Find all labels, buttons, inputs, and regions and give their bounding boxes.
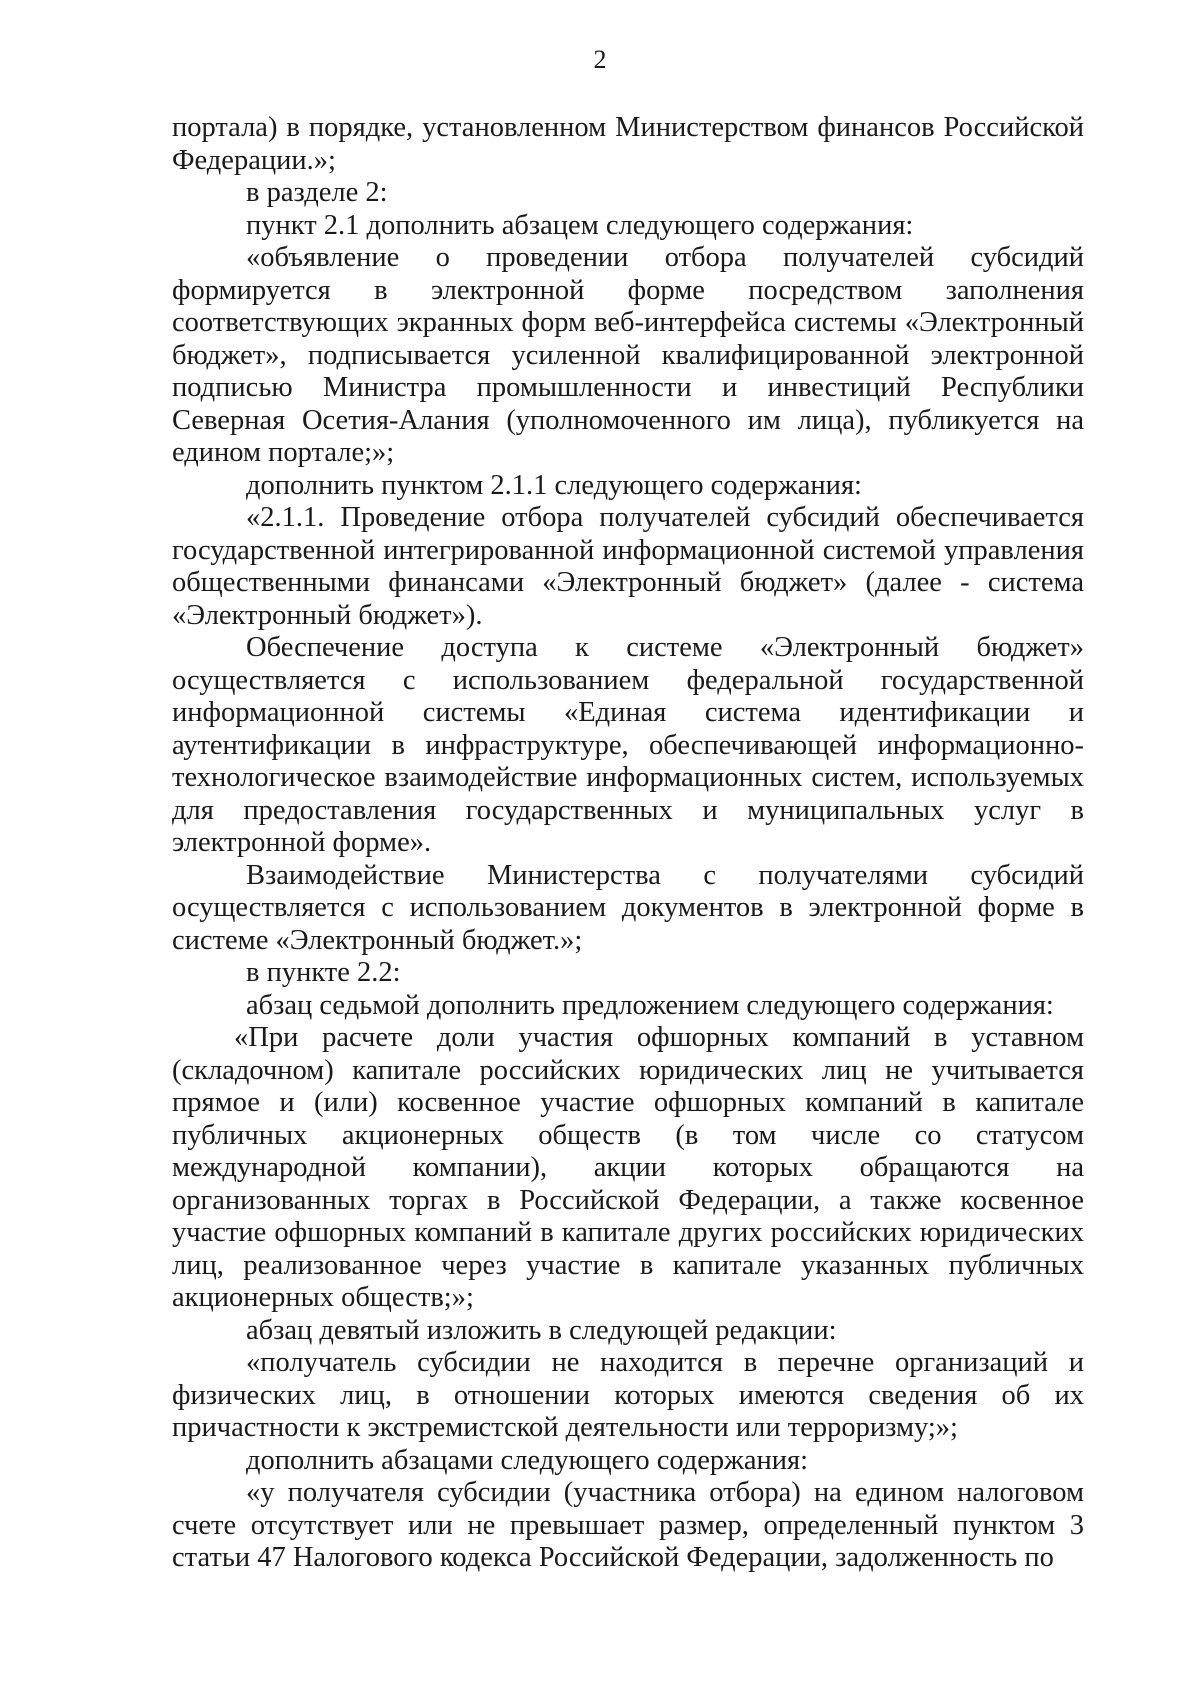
paragraph-seventh-intro: абзац седьмой дополнить предложением следующего содержания: (246, 989, 1054, 1021)
paragraph-access: Обеспечение доступа к системе «Электронный бюджет» осуществляется с использованием федеральной государственной информационной системы «Единая система идентификации и аутентификации в инфраструктуре, обеспечивающей информационно-технологическое взаимодействие информационных систем, используемых для предоставления государственных и муниципальных услуг в электронной форме». (172, 632, 1084, 858)
paragraph-add-intro: дополнить абзацами следующего содержания: (246, 1444, 809, 1476)
document-body (172, 112, 1084, 1575)
paragraph-item-2-2: в пункте 2.2: (246, 957, 401, 988)
paragraph-interaction: Взаимодействие Министерства с получателями субсидий осуществляется с использованием документов в электронной форме в системе «Электронный бюджет.»; (172, 859, 1084, 956)
page-number: 2 (593, 45, 607, 74)
paragraph-announcement: «объявление о проведении отбора получателей субсидий формируется в электронной форме посредством заполнения соответствующих экранных форм веб-интерфейса системы «Электронный бюджет», подписывается усиленной квалифицированной электронной подписью Министра промышленности и инвестиций Республики Северная Осетия-Алания (уполномоченного им лица), публикуется на едином портале;»; (172, 242, 1084, 468)
paragraph-item-2-1-1: «2.1.1. Проведение отбора получателей субсидий обеспечивается государственной интегрированной информационной системой управления общественными финансами «Электронный бюджет» (далее - система «Электронный бюджет»). (172, 502, 1084, 631)
paragraph-continuation: портала) в порядке, установленном Министерством финансов Российской Федерации.»; (172, 112, 1084, 176)
paragraph-recipient: «получатель субсидии не находится в перечне организаций и физических лиц, в отношении которых имеются сведения об их причастности к экстремистской деятельности или терроризму;»; (172, 1347, 1084, 1443)
paragraph-offshore: «При расчете доли участия офшорных компаний в уставном (складочном) капитале российских юридических лиц не учитывается прямое и (или) косвенное участие офшорных компаний в капитале публичных акционерных обществ (в том числе со статусом международной компании), акции которых обращаются на организованных торгах в Российской Федерации, а также косвенное участие офшорных компаний в капитале других российских юридических лиц, реализованное через участие в капитале указанных публичных акционерных обществ;»; (172, 1022, 1084, 1313)
paragraph-section-2: в разделе 2: (246, 177, 388, 208)
paragraph-ninth-intro: абзац девятый изложить в следующей редакции: (246, 1314, 837, 1346)
paragraph-item-2-1-intro: пункт 2.1 дополнить абзацем следующего содержания: (246, 209, 914, 241)
paragraph-tax-account: «у получателя субсидии (участника отбора) на едином налоговом счете отсутствует или не превышает размер, определенный пунктом 3 статьи 47 Налогового кодекса Российской Федерации, задолженность по (172, 1477, 1084, 1573)
paragraph-item-2-1-1-intro: дополнить пунктом 2.1.1 следующего содержания: (246, 469, 862, 501)
